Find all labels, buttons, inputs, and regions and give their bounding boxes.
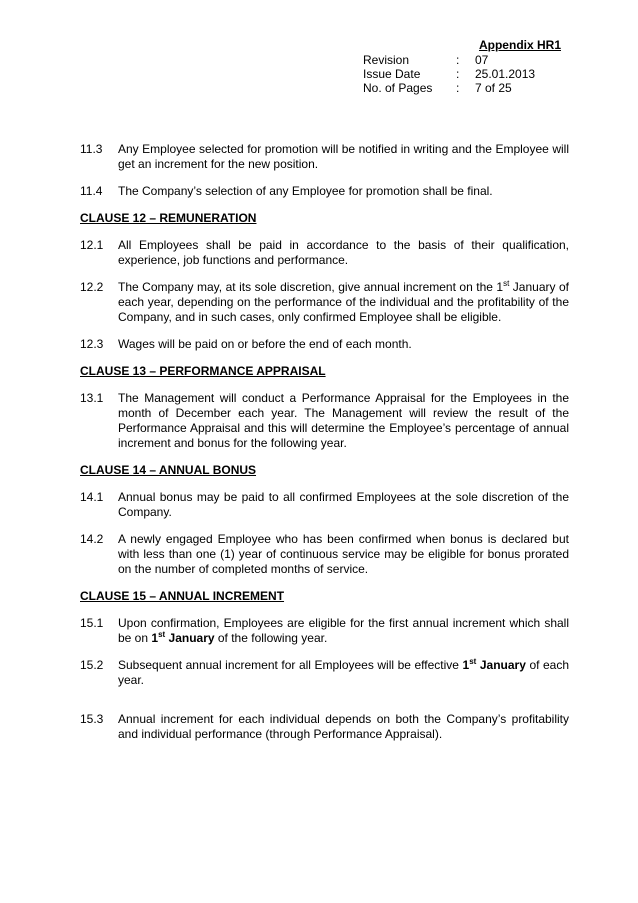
bold-date [151, 631, 214, 645]
section-13-1 [80, 391, 569, 451]
issue-date-colon: : [456, 67, 460, 81]
bold-date [463, 658, 526, 672]
section-number: 12.1 [80, 238, 104, 252]
date-day: 1 [151, 631, 159, 645]
section-number: 15.1 [80, 616, 104, 630]
clause-12-heading: CLAUSE 12 – REMUNERATION [80, 211, 257, 225]
pages-row [363, 81, 573, 95]
section-14-2 [80, 532, 569, 577]
pages-label: No. of Pages [363, 81, 433, 95]
issue-date-value: 25.01.2013 [475, 67, 536, 81]
section-text: The Company’s selection of any Employee for promotion shall be final. [118, 184, 493, 198]
pages-value: 7 of 25 [475, 81, 512, 95]
text-part: Upon confirmation, Employees are eligible for the first annual increment which shall be on [118, 616, 569, 645]
revision-row [363, 53, 573, 67]
text-part: January of each year, depending on the performance of the individual and the profitability of the Company, and in such cases, only confirmed Employee shall be eligible. [118, 280, 569, 324]
pages-colon: : [456, 81, 460, 95]
appendix-title: Appendix HR1 [478, 38, 561, 52]
clause-15-heading: CLAUSE 15 – ANNUAL INCREMENT [80, 589, 285, 603]
issue-date-row [363, 67, 573, 81]
section-number: 14.2 [80, 532, 104, 546]
section-text: All Employees shall be paid in accordance to the basis of their qualification, experience, job functions and performance. [118, 238, 569, 267]
section-number: 12.3 [80, 337, 104, 351]
document-header [363, 38, 573, 95]
section-number: 15.3 [80, 712, 104, 726]
section-text: Annual bonus may be paid to all confirmed Employees at the sole discretion of the Company. [118, 490, 569, 519]
text-part: of each year. [118, 658, 570, 687]
section-number: 13.1 [80, 391, 104, 405]
clause-13-heading: CLAUSE 13 – PERFORMANCE APPRAISAL [80, 364, 326, 378]
section-14-1 [80, 490, 569, 520]
section-text [118, 280, 569, 325]
section-text [118, 616, 569, 646]
date-month: January [165, 631, 215, 645]
document-body [80, 142, 569, 754]
section-15-3 [80, 712, 569, 742]
section-number: 14.1 [80, 490, 104, 504]
section-number: 12.2 [80, 280, 104, 294]
revision-colon: : [456, 53, 460, 67]
ordinal-suffix: st [469, 657, 477, 666]
section-text: Annual increment for each individual depends on both the Company’s profitability and individual performance (through Performance Appraisal). [118, 712, 569, 741]
section-text: Any Employee selected for promotion will be notified in writing and the Employee will get an increment for the new position. [118, 142, 569, 171]
section-11-4 [80, 184, 569, 199]
section-number: 11.3 [80, 142, 103, 156]
section-12-2 [80, 280, 569, 325]
date-day: 1 [462, 658, 470, 672]
section-text: A newly engaged Employee who has been confirmed when bonus is declared but with less than one (1) year of continuous service may be eligible for bonus prorated on the number of completed months of service. [118, 532, 569, 576]
section-15-2 [80, 658, 569, 688]
section-text: Wages will be paid on or before the end of each month. [118, 337, 412, 351]
text-part: of the following year. [214, 631, 328, 645]
section-11-3 [80, 142, 569, 172]
ordinal-suffix: st [503, 279, 510, 288]
section-12-1 [80, 238, 569, 268]
text-part: The Company may, at its sole discretion, give annual increment on the 1 [118, 280, 504, 294]
section-number: 15.2 [80, 658, 104, 672]
section-15-1 [80, 616, 569, 646]
section-text: The Management will conduct a Performance Appraisal for the Employees in the month of December each year. The Management will review the result of the Performance Appraisal and this will determine the Employee’s percentage of annual increment and bonus for the following year. [118, 391, 569, 450]
section-text [118, 658, 569, 688]
section-12-3 [80, 337, 569, 352]
section-number: 11.4 [80, 184, 103, 198]
issue-date-label: Issue Date [363, 67, 421, 81]
revision-value: 07 [475, 53, 489, 67]
revision-label: Revision [363, 53, 410, 67]
ordinal-suffix: st [158, 630, 166, 639]
text-part: Subsequent annual increment for all Employees will be effective [118, 658, 463, 672]
date-month: January [476, 658, 526, 672]
clause-14-heading: CLAUSE 14 – ANNUAL BONUS [80, 463, 257, 477]
